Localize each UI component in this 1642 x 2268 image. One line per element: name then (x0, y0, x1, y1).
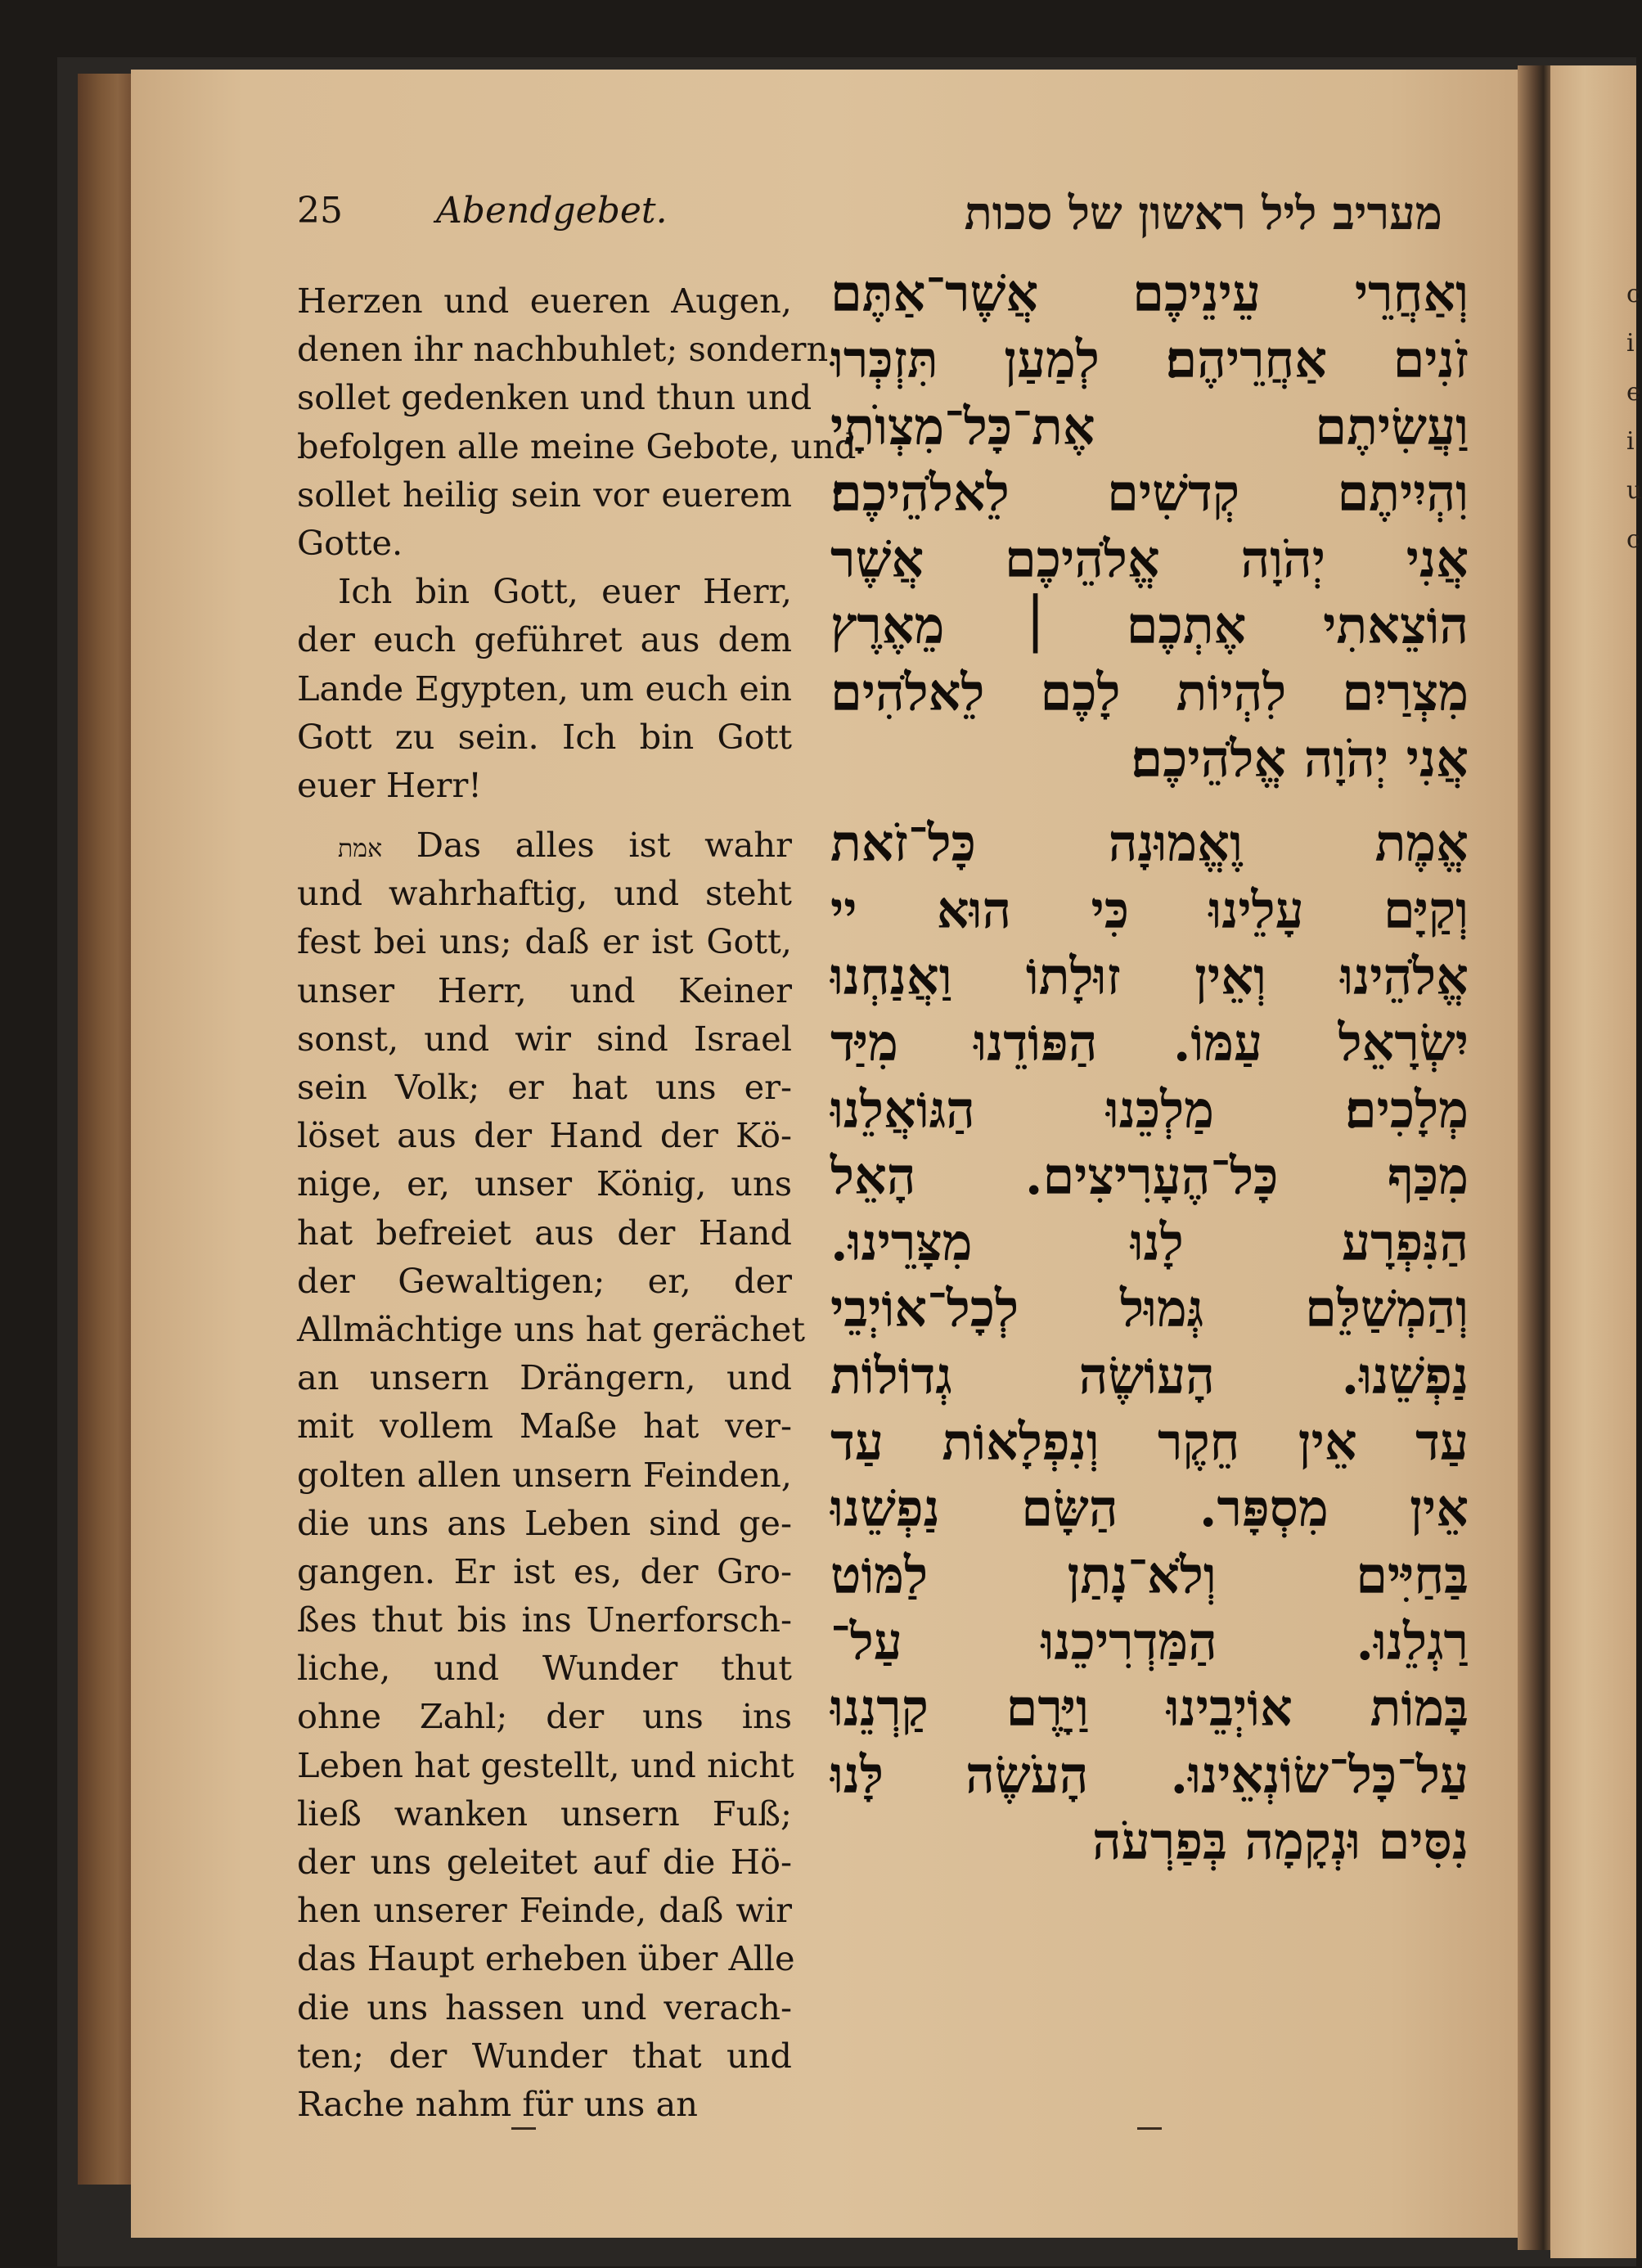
hebrew-line: אֲנִי יְהֹוָה אֱלֹהֵיכֶם׃ (1131, 729, 1469, 790)
hebrew-line: יִשְׂרָאֵל עַמּוֹ. הַפּוֹדֵנוּ מִיַּד (830, 1013, 1469, 1073)
hebrew-prayer-column (830, 260, 1469, 1874)
german-line: ßes thut bis ins Unerforsch- (297, 1600, 792, 1640)
german-line: sollet heilig sein vor euerem (297, 474, 792, 515)
german-line: an unsern Drängern, und (297, 1357, 792, 1398)
german-line: die uns ans Leben sind ge- (297, 1502, 792, 1543)
german-line: Lande Egypten, um euch ein (297, 668, 792, 709)
german-line: der uns geleitet auf die Hö- (297, 1842, 792, 1882)
german-line: gangen. Er ist es, der Gro- (297, 1550, 792, 1591)
german-line: denen ihr nachbuhlet; sondern (297, 329, 829, 370)
hebrew-line: וִהְיִיתֶם קְדשִׁים לֵאלֹהֵיכֶם׃ (830, 462, 1469, 523)
german-line: sein Volk; er hat uns er- (297, 1067, 792, 1107)
footer-rule (511, 2127, 536, 2130)
facing-page-glyph: i (1626, 329, 1635, 358)
facing-page-glyph: e (1626, 378, 1641, 407)
hebrew-line: בָּמוֹת אוֹיְבֵינוּ וַיָּרֶם קַרְנֵנוּ (830, 1678, 1469, 1739)
german-line: ließ wanken unsern Fuß; (297, 1793, 792, 1834)
hebrew-line: עַל־כָּל־שׂוֹנְאֵינוּ. הָעֹשֶׂה לָּנוּ (830, 1744, 1469, 1805)
german-line: mit vollem Maße hat ver- (297, 1406, 792, 1447)
german-line: Allmächtige uns hat gerächet (297, 1308, 806, 1349)
hebrew-line: אֵין מִסְפָּר. הַשָּׂם נַפְשֵׁנוּ (830, 1478, 1469, 1539)
german-line: ohne Zahl; der uns ins (297, 1696, 792, 1737)
hebrew-line: זֹנִים אַחֲרֵיהֶם׃ לְמַעַן תִּזְכְּרוּ (830, 330, 1469, 390)
german-line: golten allen unsern Feinden, (297, 1454, 792, 1495)
hebrew-line: נַפְשֵׁנוּ. הָעוֹשֶׂה גְדוֹלוֹת (830, 1345, 1469, 1406)
german-line: Ich bin Gott, euer Herr, (338, 571, 792, 612)
facing-page-glyph: c (1626, 525, 1640, 554)
hebrew-line: וַעֲשִׂיתֶם אֶת־כָּל־מִצְוֺתָי (830, 396, 1469, 457)
facing-page-glyph: c (1626, 280, 1640, 308)
hebrew-line: הַנִּפְרָע לָנוּ מִצָּרֵינוּ. (830, 1213, 1469, 1273)
german-line: fest bei uns; daß er ist Gott, (297, 921, 792, 962)
facing-page-glyph: i (1626, 427, 1635, 456)
hebrew-line: מִכַּף כָּל־הֶעָרִיצִים. הָאֵל (830, 1145, 1469, 1206)
hebrew-line: נִסִּים וּנְקָמָה בְּפַרְעֹה (1092, 1811, 1469, 1871)
german-line: unser Herr, und Keiner (297, 970, 792, 1010)
hebrew-line: רַגְלֵנוּ. הַמַּדְרִיכֵנוּ עַל־ (830, 1611, 1469, 1672)
german-line: Herzen und eueren Augen, (297, 281, 792, 321)
german-line: euer Herr! (297, 764, 482, 805)
hebrew-line: וְקַיָּם עָלֵינוּ כִּי הוּא יי (830, 880, 1469, 940)
german-line: liche, und Wunder thut (297, 1648, 792, 1689)
hebrew-keyword-marker: אמת (338, 835, 383, 864)
hebrew-line: אֱלֹהֵינוּ וְאֵין זוּלָתוֹ וַאֲנַחְנוּ (830, 946, 1469, 1006)
german-line: der euch geführet aus dem (297, 619, 792, 660)
german-line: sonst, und wir sind Israel (297, 1018, 792, 1059)
hebrew-line: הוֹצֵאתִי אֶתְכֶם ׀ מֵאֶרֶץ (830, 596, 1469, 656)
page-stack-edge (78, 74, 135, 2185)
german-line: und wahrhaftig, und steht (297, 873, 792, 914)
german-line: Gotte. (297, 522, 403, 563)
german-line: Rache nahm für uns an (297, 2083, 698, 2124)
book-gutter (1518, 65, 1554, 2250)
german-line: sollet gedenken und thun und (297, 377, 812, 418)
hebrew-line: אֱמֶת וֶאֱמוּנָה כָּל־זֹאת (830, 813, 1469, 874)
hebrew-running-title: מעריב ליל ראשון של סכות (964, 187, 1442, 241)
german-running-title: Abendgebet. (436, 190, 668, 232)
hebrew-line: בַּחַיִּים וְלֹא־נָתַן לַמּוֹט (830, 1545, 1469, 1605)
hebrew-line: וְאַחֲרֵי עֵינֵיכֶם אֲשֶׁר־אַתֶּם (830, 263, 1469, 323)
german-line: löset aus der Hand der Kö- (297, 1115, 792, 1156)
german-line: der Gewaltigen; er, der (297, 1260, 792, 1301)
german-line: das Haupt erheben über Alle (297, 1938, 795, 1979)
german-line: befolgen alle meine Gebote, und (297, 425, 857, 466)
hebrew-line: וְהַמְשַׁלֵּם גְּמוּל לְכָל־אוֹיְבֵי (830, 1279, 1469, 1339)
facing-page (1550, 65, 1642, 2258)
german-line: nige, er, unser König, uns (297, 1163, 792, 1204)
german-line: hen unserer Feinde, daß wir (297, 1890, 792, 1931)
german-translation-column (297, 277, 857, 2128)
german-line: Gott zu sein. Ich bin Gott (297, 716, 792, 757)
page-header (297, 187, 1442, 247)
facing-page-glyph: u (1626, 476, 1642, 505)
facing-page-text-edge (1626, 270, 1642, 1415)
hebrew-line: עַד אֵין חֵקֶר וְנִפְלָאוֹת עַד (830, 1412, 1469, 1473)
footer-rule (1137, 2127, 1162, 2130)
german-line: die uns hassen und verach- (297, 1987, 792, 2027)
german-line: hat befreiet aus der Hand (297, 1212, 792, 1253)
german-line-text: Das alles ist wahr (416, 825, 792, 866)
hebrew-line: אֲנִי יְהֹוָה אֱלֹהֵיכֶם אֲשֶׁר (830, 529, 1469, 590)
german-line (297, 821, 792, 869)
page-number: 25 (297, 190, 343, 232)
hebrew-line: מִצְרַיִם לִהְיוֹת לָכֶם לֵאלֹהִים (830, 662, 1469, 722)
german-line: ten; der Wunder that und (297, 2035, 792, 2076)
hebrew-line: מְלָכִים׃ מַלְכֵּנוּ הַגּוֹאֲלֵנוּ (830, 1079, 1469, 1140)
german-line: Leben hat gestellt, und nicht (297, 1744, 794, 1785)
